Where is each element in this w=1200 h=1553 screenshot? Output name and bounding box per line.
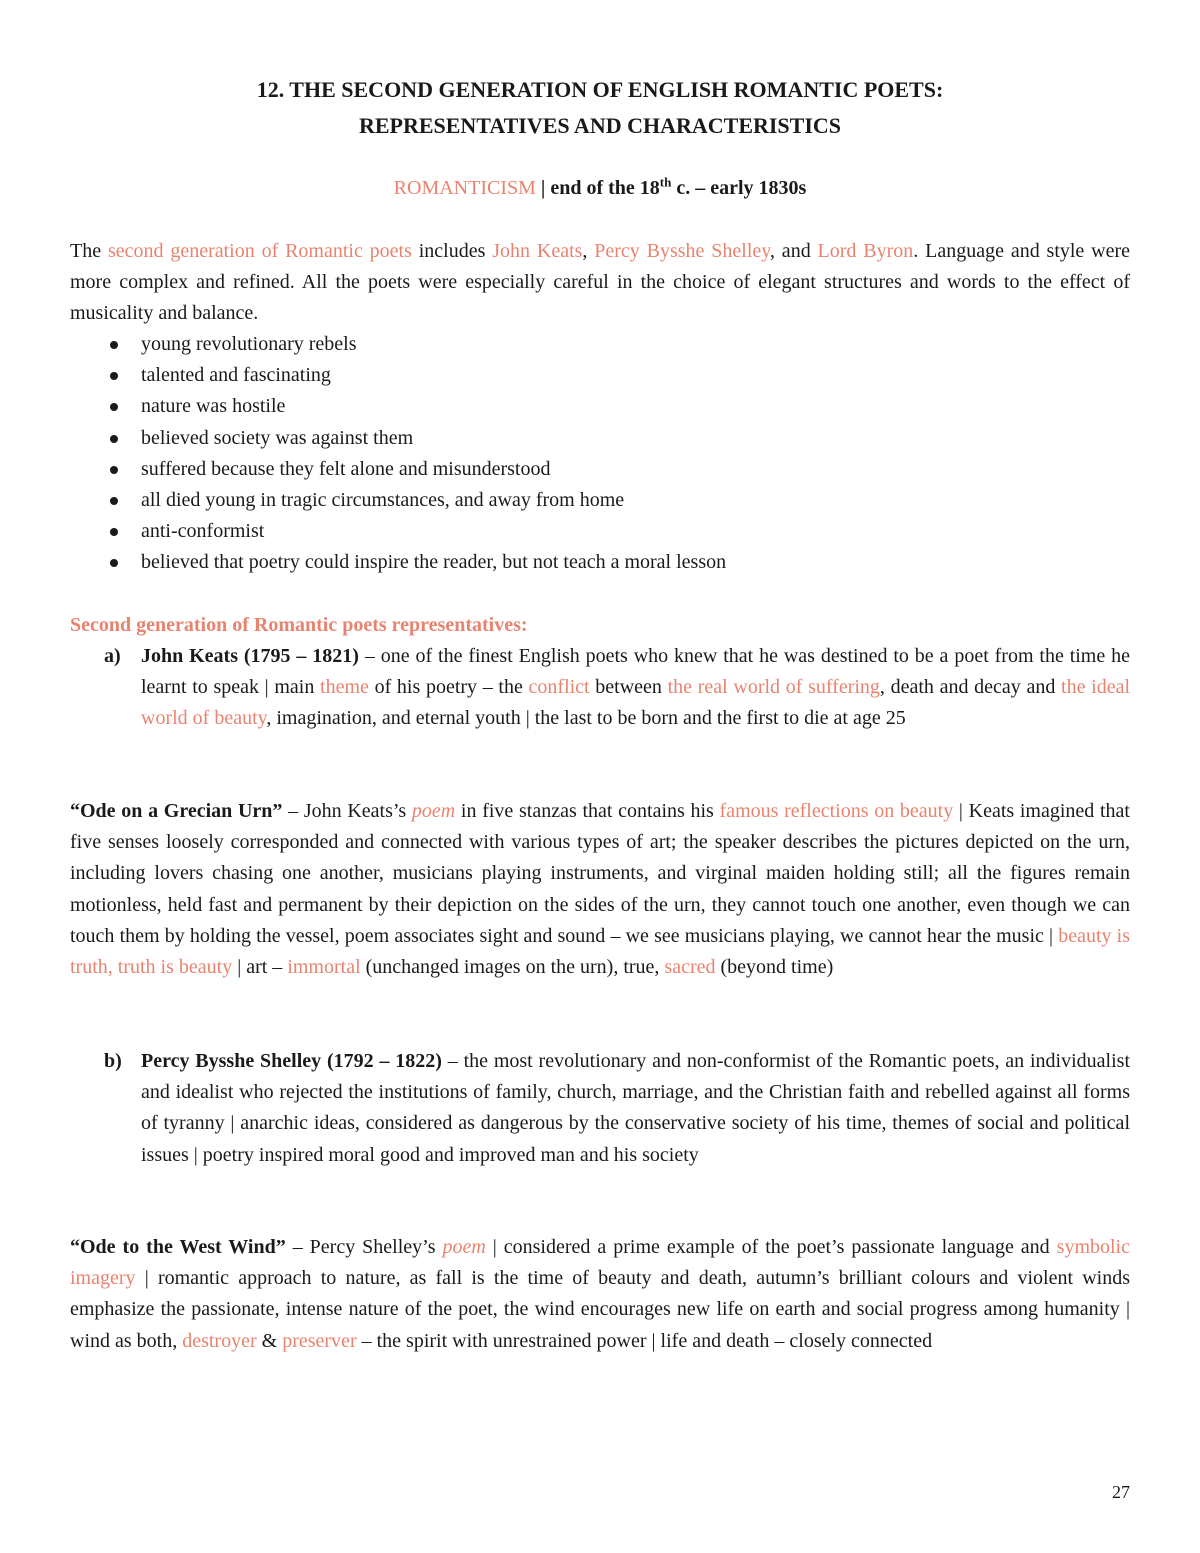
list-item-text: nature was hostile xyxy=(141,395,286,418)
entry-highlight: sacred xyxy=(664,956,716,979)
intro-text: , xyxy=(582,240,595,262)
poet-name: Percy Bysshe Shelley (1792 – 1822) xyxy=(141,1050,442,1072)
list-item-text: believed society was against them xyxy=(141,426,414,449)
list-item-text: all died young in tragic circumstances, and away from home xyxy=(141,489,625,512)
west-wind-paragraph xyxy=(70,1232,1130,1357)
list-item xyxy=(70,547,726,578)
entry-text: of his poetry – the xyxy=(368,676,529,699)
list-item xyxy=(70,454,726,485)
entry-text: – one of the finest English poets who knew that he was destined to be a poet from the time he learnt to speak | main xyxy=(141,645,1130,699)
subtitle-rest: c. – early 1830s xyxy=(671,177,807,199)
intro-paragraph xyxy=(70,236,1130,330)
list-marker: b) xyxy=(104,1050,122,1072)
entry-text: & xyxy=(256,1329,283,1352)
entry-highlight: beauty is truth, truth is beauty xyxy=(70,924,1131,979)
intro-text: , and xyxy=(769,240,818,262)
entry-highlight: conflict xyxy=(528,676,590,699)
keats-entry xyxy=(104,641,1131,735)
romanticism-term: ROMANTICISM xyxy=(393,177,536,199)
period-subtitle xyxy=(70,172,1130,204)
shelley-entry xyxy=(104,1046,1130,1171)
entry-text: – the spirit with unrestrained power | life and death – closely connected xyxy=(356,1329,933,1352)
entry-text: – the most revolutionary and non-conformist of the Romantic poets, an individualist and idealist who rejected the institutions of family, church, marriage, and the Christian faith and rebelled against all forms of tyranny | anarchic ideas, considered as dangerous by the conservative society of his time, themes of social and political issues | poetry inspired moral good and improved man and his society xyxy=(141,1050,1130,1166)
entry-text: | romantic approach to nature, as fall is the time of beauty and death, autumn’s brilliant colours and violent winds emphasize the passionate, intense nature of the poet, the wind encourages new life on earth and social progress among humanity | wind as both, xyxy=(70,1267,1130,1352)
list-item xyxy=(70,423,726,454)
entry-text: | Keats imagined that five senses loosely corresponded and connected with various types of art; the speaker describes the pictures depicted on the urn, including lovers chasing one another, musicians playing instruments, and virginal maiden holding still; all the figures remain motionless, held fast and permanent by their depiction on the sides of the urn, they cannot touch one another, even though we can touch them by holding the vessel, poem associates sight and sound – we see musicians playing, we cannot hear the music | xyxy=(70,800,1130,947)
entry-text: , imagination, and eternal youth | the last to be born and the first to die at age 25 xyxy=(266,707,906,730)
title-line-1: 12. THE SECOND GENERATION OF ENGLISH ROMANTIC POETS: xyxy=(256,77,944,102)
list-item xyxy=(70,360,726,391)
entry-highlight: preserver xyxy=(282,1329,357,1352)
grecian-urn-paragraph xyxy=(70,796,1130,983)
entry-text: , death and decay and xyxy=(879,676,1062,699)
bullet-icon xyxy=(110,559,118,567)
document-title xyxy=(70,72,1130,144)
entry-highlight: theme xyxy=(320,676,369,699)
subtitle-separator: | end of the 18 xyxy=(535,177,660,199)
entry-text: – Percy Shelley’s xyxy=(285,1236,443,1258)
entry-highlight: famous reflections on beauty xyxy=(719,800,954,822)
list-item-text: young revolutionary rebels xyxy=(141,333,357,355)
entry-text: between xyxy=(589,676,668,699)
intro-highlight: John Keats xyxy=(492,240,583,262)
bullet-icon xyxy=(110,528,118,536)
bullet-icon xyxy=(110,497,118,505)
list-item xyxy=(70,391,726,422)
entry-highlight: symbolic imagery xyxy=(70,1236,1130,1290)
list-item-text: talented and fascinating xyxy=(141,364,331,387)
page-number: 27 xyxy=(1112,1482,1130,1502)
entry-highlight: poem xyxy=(442,1236,486,1258)
intro-text: includes xyxy=(411,240,493,262)
representatives-heading: Second generation of Romantic poets representatives: xyxy=(70,614,528,636)
list-item-text: believed that poetry could inspire the reader, but not teach a moral lesson xyxy=(141,551,727,574)
title-line-2: REPRESENTATIVES AND CHARACTERISTICS xyxy=(358,113,842,138)
list-item-text: suffered because they felt alone and misunderstood xyxy=(141,457,551,480)
bullet-icon xyxy=(110,341,118,349)
poet-name: John Keats (1795 – 1821) xyxy=(141,645,359,667)
entry-highlight: the ideal world of beauty xyxy=(141,676,1131,730)
list-item xyxy=(70,516,726,547)
list-marker: a) xyxy=(104,645,121,667)
bullet-icon xyxy=(110,466,118,474)
entry-text: | art – xyxy=(232,956,288,979)
bullet-icon xyxy=(110,435,118,443)
entry-text: (unchanged images on the urn), true, xyxy=(360,956,665,979)
subtitle-superscript: th xyxy=(659,174,672,190)
entry-highlight: destroyer xyxy=(182,1329,257,1352)
intro-highlight: second generation of Romantic poets xyxy=(107,240,412,262)
poem-title: “Ode on a Grecian Urn” xyxy=(70,800,283,822)
bullet-icon xyxy=(110,372,118,380)
entry-text: (beyond time) xyxy=(715,956,834,979)
list-item-text: anti-conformist xyxy=(141,520,265,543)
entry-text: in five stanzas that contains his xyxy=(455,800,720,822)
characteristics-list xyxy=(70,329,726,579)
poem-title: “Ode to the West Wind” xyxy=(70,1236,286,1258)
bullet-icon xyxy=(110,403,118,411)
intro-text: The xyxy=(70,240,108,262)
entry-text: | considered a prime example of the poet’s passionate language and xyxy=(485,1236,1057,1258)
intro-highlight: Percy Bysshe Shelley xyxy=(594,240,770,262)
entry-text: – John Keats’s xyxy=(282,800,412,822)
intro-text: . Language and style were more complex and refined. All the poets were especially careful in the choice of elegant structures and words to the effect of musicality and balance. xyxy=(70,240,1131,325)
entry-highlight: poem xyxy=(411,800,456,822)
list-item xyxy=(70,485,726,516)
entry-highlight: immortal xyxy=(287,956,361,979)
entry-highlight: the real world of suffering xyxy=(667,676,880,699)
intro-highlight: Lord Byron xyxy=(817,240,914,262)
list-item xyxy=(70,329,726,360)
